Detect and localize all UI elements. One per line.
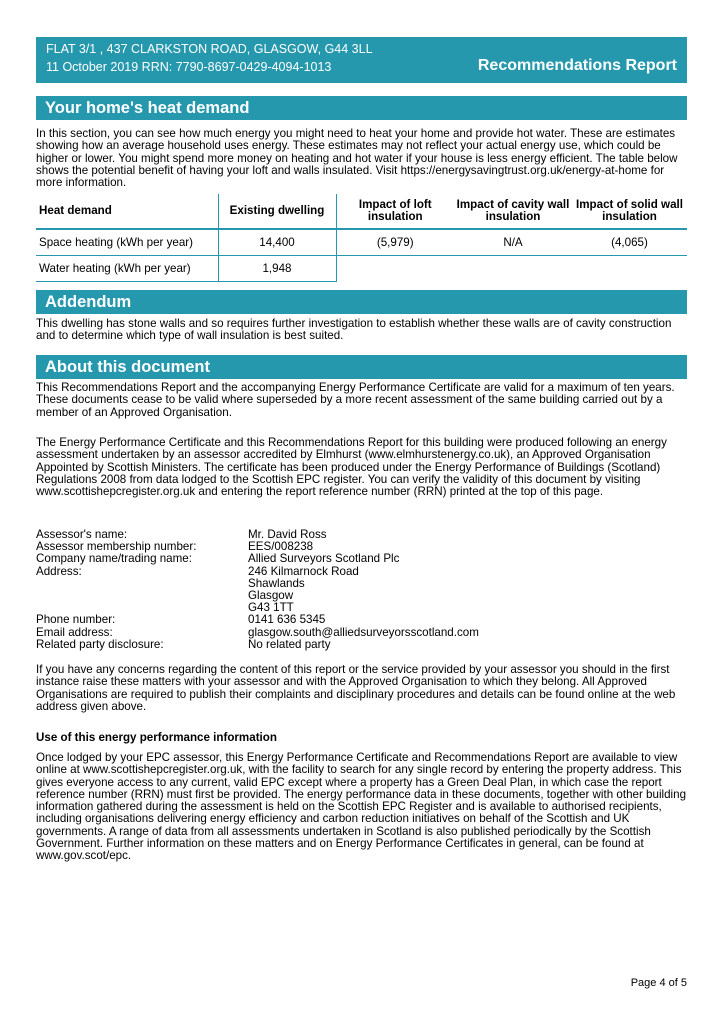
assessor-name-label: Assessor's name: xyxy=(36,528,128,541)
column-header: Heat demand xyxy=(36,194,218,229)
related-party-disclosure: No related party xyxy=(248,637,331,651)
about-paragraph-concerns: If you have any concerns regarding the content of this report or the service provided by your assessor you should in the first instance raise these matters with your assessor and with the Approved Organisation to which they belong. All Approved Organisations are required to publish their complaints and disciplinary procedures and details can be found online at the web address given above. xyxy=(36,663,676,713)
address-line: Shawlands xyxy=(248,576,305,590)
column-header: Impact of cavity wall insulation xyxy=(454,194,572,229)
table-row xyxy=(36,256,687,282)
about-paragraph-use: Once lodged by your EPC assessor, this Energy Performance Certificate and Recommendations Report are available to view online at www.scottishepcregister.org.uk, with the facility to search for any single record by entering the property address. This gives everyone access to any current, valid EPC except where a property has a Green Deal Plan, in which case the report reference number (RRN) must first be provided. The energy performance data in these documents, together with other building information gathered during the assessment is held on the Scottish EPC Register and is available to authorised recipients, including organisations delivering energy efficiency and carbon reduction initiatives on behalf of the Scottish and UK governments. A range of data from all assessments undertaken in Scotland is also published periodically by the Scottish Government. Further information on these matters and on Energy Performance Certificates in general, can be found at www.gov.scot/epc. xyxy=(36,751,687,863)
empty-cell xyxy=(454,256,572,282)
column-header: Impact of loft insulation xyxy=(336,194,454,229)
use-of-information-heading: Use of this energy performance information xyxy=(36,731,277,744)
assessor-name: Mr. David Ross xyxy=(248,528,327,541)
address-line: G43 1TT xyxy=(248,601,294,615)
empty-cell xyxy=(572,256,687,282)
report-title: Recommendations Report xyxy=(477,57,677,74)
table-header-row xyxy=(36,194,687,229)
email-address: glasgow.south@alliedsurveyorsscotland.com xyxy=(248,625,479,639)
section-heading-heat-demand: Your home's heat demand xyxy=(36,96,687,120)
company-label: Company name/trading name: xyxy=(36,552,192,566)
email-label: Email address: xyxy=(36,625,113,639)
company-name: Allied Surveyors Scotland Plc xyxy=(248,552,400,566)
membership-number: EES/008238 xyxy=(248,540,314,554)
address-line: Glasgow xyxy=(248,588,294,602)
section-heading-addendum: Addendum xyxy=(36,290,687,314)
property-address: FLAT 3/1 , 437 CLARKSTON ROAD, GLASGOW, G44 3LL xyxy=(46,42,373,56)
phone-number: 0141 636 5345 xyxy=(248,613,326,627)
empty-cell xyxy=(336,256,454,282)
addendum-text: This dwelling has stone walls and so requires further investigation to establish whether these walls are of cavity construction and to determine which type of wall insulation is best suited. xyxy=(36,317,672,343)
phone-label: Phone number: xyxy=(36,613,116,627)
existing-value: 14,400 xyxy=(218,229,336,256)
section-heading-about: About this document xyxy=(36,355,687,379)
page-number: Page 4 of 5 xyxy=(630,977,687,989)
report-header xyxy=(36,37,687,83)
loft-value: (5,979) xyxy=(336,229,454,256)
disclosure-label: Related party disclosure: xyxy=(36,637,164,651)
address-line: 246 Kilmarnock Road xyxy=(248,564,359,578)
heat-demand-table xyxy=(36,194,687,282)
heat-demand-intro: In this section, you can see how much energy you might need to heat your home and provide hot water. These are estimates showing how an average household uses energy. These estimates may not reflect your actual energy use, which could be higher or lower. You might spend more money on heating and hot water if your house is less energy efficient. The table below shows the potential benefit of having your loft and walls insulated. Visit https://energysavingtrust.org.uk/energy-at-home for more information. xyxy=(36,127,678,190)
address-label: Address: xyxy=(36,564,82,578)
column-header: Impact of solid wall insulation xyxy=(572,194,687,229)
row-label: Water heating (kWh per year) xyxy=(36,256,218,282)
cavity-value: N/A xyxy=(454,229,572,256)
existing-value: 1,948 xyxy=(218,256,336,282)
about-paragraph-validity: This Recommendations Report and the accompanying Energy Performance Certificate are valid for a maximum of ten years. These documents cease to be valid where superseded by a more recent assessment of the same building carried out by a member of an Approved Organisation. xyxy=(36,381,675,419)
table-row xyxy=(36,229,687,256)
column-header: Existing dwelling xyxy=(218,194,336,229)
about-paragraph-assessment: The Energy Performance Certificate and this Recommendations Report for this building were produced following an energy assessment undertaken by an assessor accredited by Elmhurst (www.elmhurstenergy.co.uk), an Approved Organisation Appointed by Scottish Ministers. The certificate has been produced under the Energy Performance of Buildings (Scotland) Regulations 2008 from data lodged to the Scottish EPC register. You can verify the validity of this document by visiting www.scottishepcregister.org.uk and entering the report reference number (RRN) printed at the top of this page. xyxy=(36,436,667,499)
date-rrn: 11 October 2019 RRN: 7790-8697-0429-4094-1013 xyxy=(46,60,332,74)
membership-label: Assessor membership number: xyxy=(36,540,197,554)
solid-value: (4,065) xyxy=(572,229,687,256)
row-label: Space heating (kWh per year) xyxy=(36,229,218,256)
